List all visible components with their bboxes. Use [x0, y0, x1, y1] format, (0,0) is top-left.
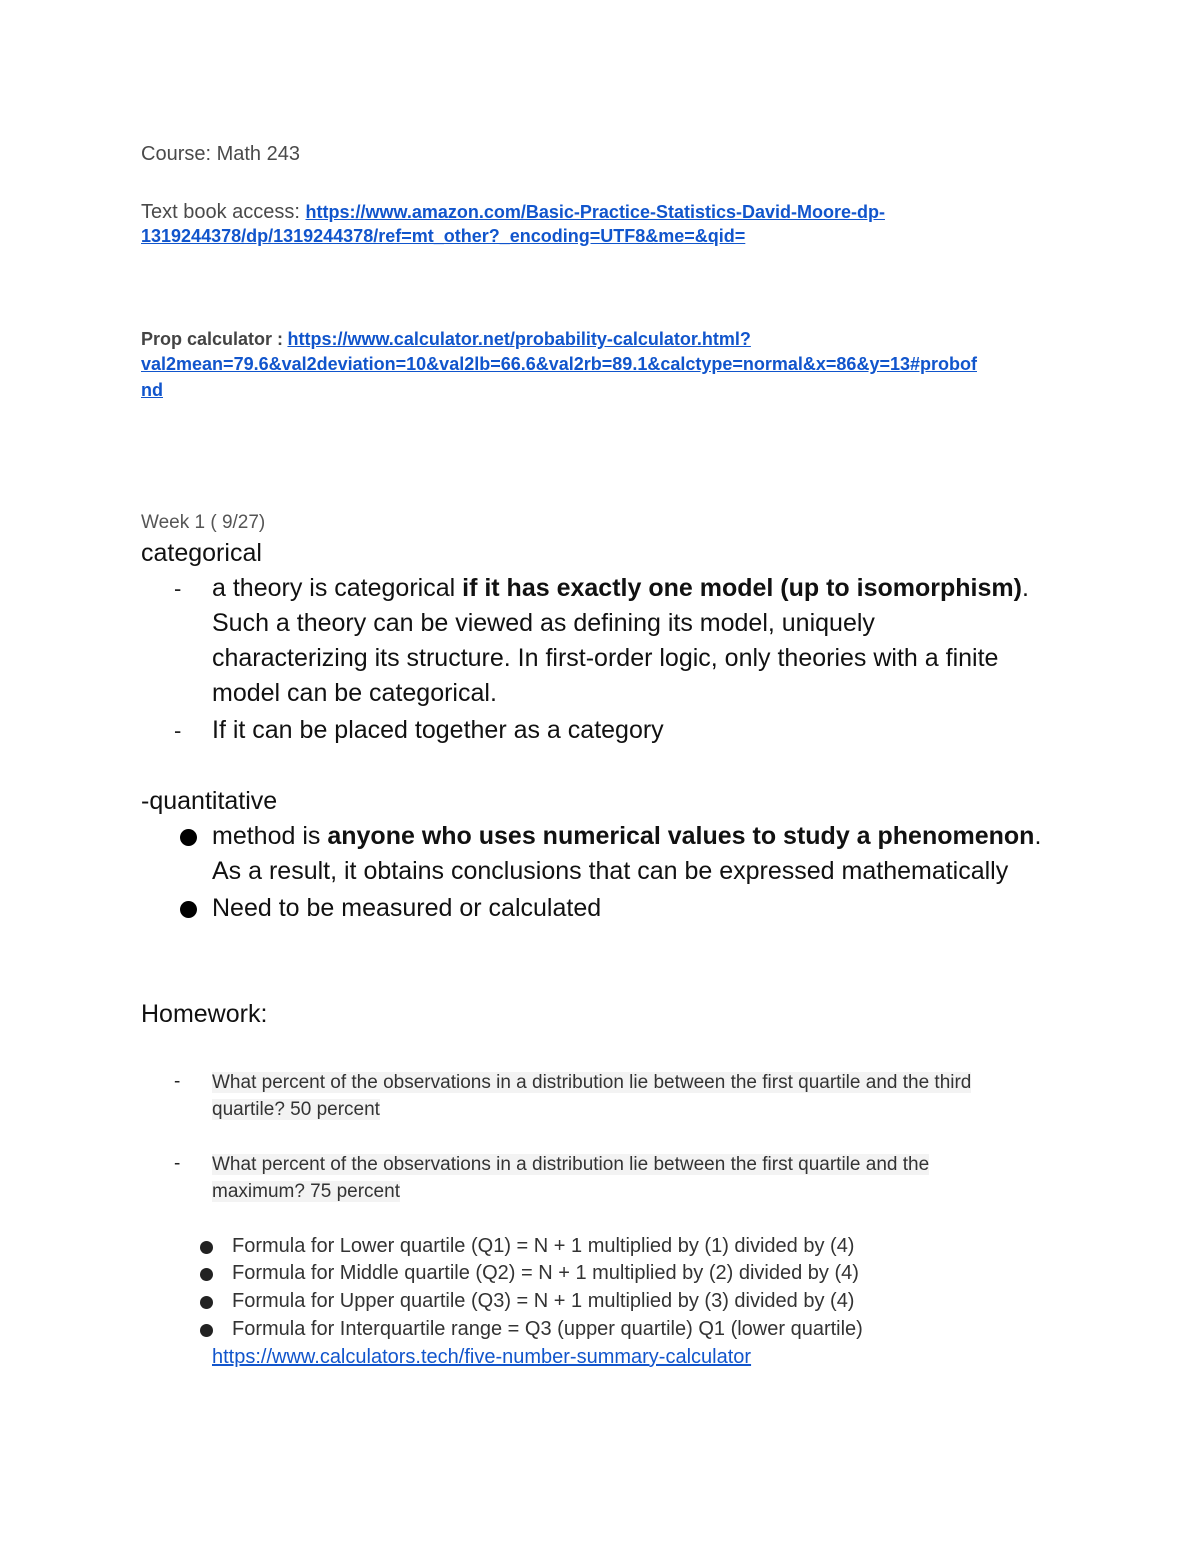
- formula-iqr: Formula for Interquartile range = Q3 (upper quartile) Q1 (lower quartile): [232, 1318, 863, 1340]
- bullet-dot-icon: [200, 1324, 213, 1337]
- prop-calculator-link[interactable]: https://www.calculator.net/probability-calculator.html?: [287, 329, 751, 349]
- bold-phrase: if it has exactly one model (up to isomorphism): [462, 574, 1022, 602]
- homework-question-2: What percent of the observations in a distribution lie between the first quartile and the: [212, 1154, 930, 1175]
- dash-bullet: -: [174, 718, 182, 743]
- textbook-label: Text book access:: [141, 201, 300, 223]
- categorical-item-1-line4: model can be categorical.: [212, 679, 497, 707]
- week-label: Week 1 ( 9/27): [141, 512, 266, 533]
- bold-phrase: anyone who uses numerical values to study a phenomenon: [327, 822, 1035, 850]
- course-title: Course: Math 243: [141, 143, 300, 165]
- quantitative-item-2: Need to be measured or calculated: [212, 894, 602, 922]
- prop-calculator-line: [141, 329, 751, 350]
- bullet-dot-icon: [200, 1241, 213, 1254]
- categorical-item-2: If it can be placed together as a category: [212, 716, 664, 744]
- categorical-item-1-line2: Such a theory can be viewed as defining its model, uniquely: [212, 609, 875, 637]
- prop-calculator-link-cont[interactable]: val2mean=79.6&val2deviation=10&val2lb=66.6&val2rb=89.1&calctype=normal&x=86&y=13#probof: [141, 354, 977, 374]
- formula-q3: Formula for Upper quartile (Q3) = N + 1 multiplied by (3) divided by (4): [232, 1290, 855, 1312]
- categorical-heading: categorical: [141, 539, 262, 567]
- prop-calculator-label: Prop calculator :: [141, 329, 284, 349]
- quantitative-heading: -quantitative: [141, 787, 278, 815]
- dash-bullet: -: [174, 576, 182, 601]
- dash-bullet: -: [174, 1153, 181, 1174]
- bullet-dot-icon: [180, 829, 197, 846]
- quantitative-item-1: method is anyone who uses numerical values to study a phenomenon.: [212, 822, 1042, 850]
- prop-calculator-link-end[interactable]: nd: [141, 380, 163, 400]
- categorical-item-1: a theory is categorical if it has exactly one model (up to isomorphism).: [212, 574, 1029, 602]
- formula-q2: Formula for Middle quartile (Q2) = N + 1 multiplied by (2) divided by (4): [232, 1262, 859, 1284]
- bullet-dot-icon: [200, 1268, 213, 1281]
- five-number-summary-link[interactable]: https://www.calculators.tech/five-number-summary-calculator: [212, 1346, 752, 1368]
- homework-answer-2: maximum? 75 percent: [212, 1181, 400, 1202]
- dash-bullet: -: [174, 1071, 181, 1092]
- bullet-dot-icon: [180, 901, 197, 918]
- textbook-link[interactable]: https://www.amazon.com/Basic-Practice-Statistics-David-Moore-dp-: [305, 202, 885, 222]
- quantitative-item-1-line2: As a result, it obtains conclusions that can be expressed mathematically: [212, 857, 1009, 885]
- homework-question-1: What percent of the observations in a distribution lie between the first quartile and the third: [212, 1072, 972, 1093]
- categorical-item-1-line3: characterizing its structure. In first-order logic, only theories with a finite: [212, 644, 999, 672]
- textbook-line: [141, 199, 885, 225]
- homework-answer-1: quartile? 50 percent: [212, 1099, 380, 1120]
- homework-heading: Homework:: [141, 1000, 268, 1028]
- formula-q1: Formula for Lower quartile (Q1) = N + 1 multiplied by (1) divided by (4): [232, 1235, 855, 1257]
- bullet-dot-icon: [200, 1296, 213, 1309]
- textbook-link-cont[interactable]: 1319244378/dp/1319244378/ref=mt_other?_encoding=UTF8&me=&qid=: [141, 226, 746, 246]
